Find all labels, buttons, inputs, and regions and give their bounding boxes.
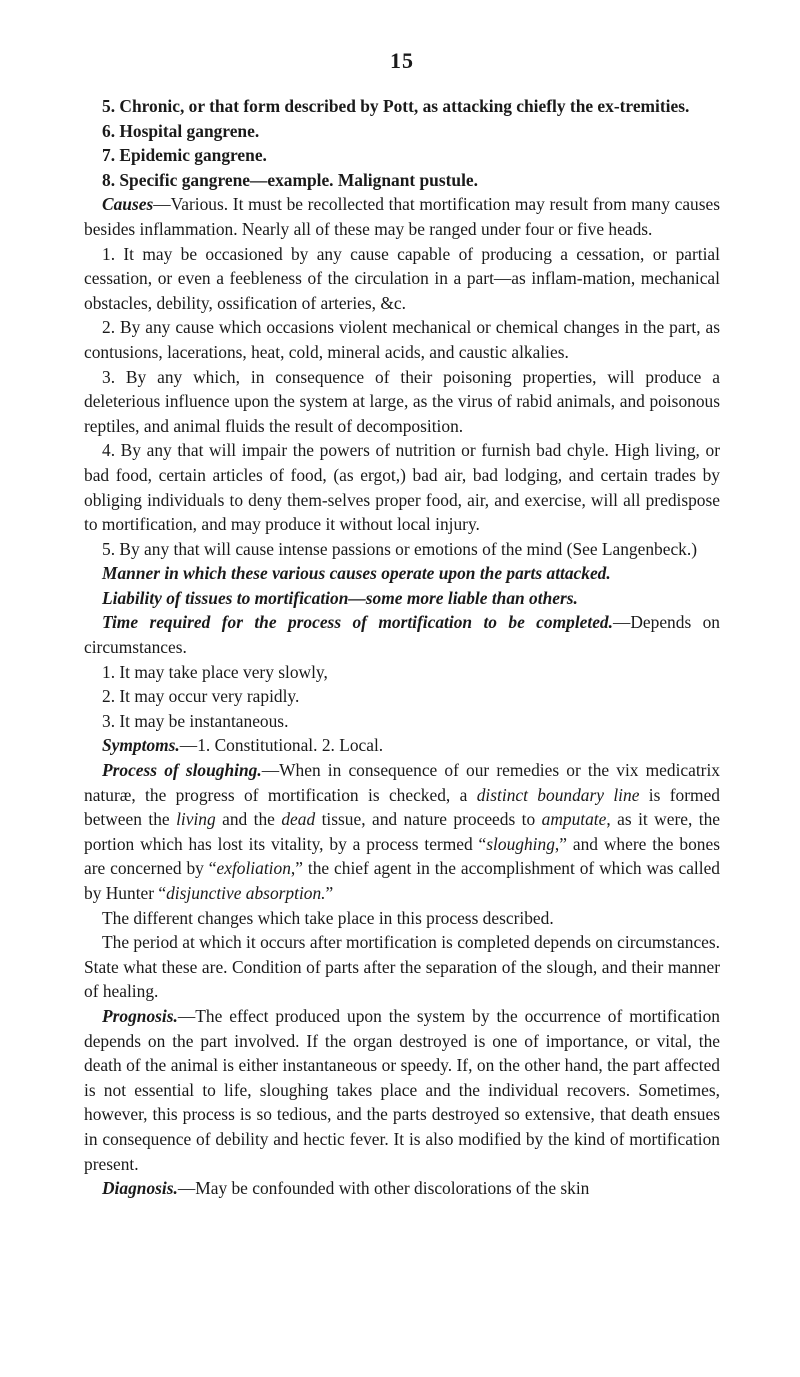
paragraph-text: ,” and where the bones are concerned by “ <box>84 833 720 879</box>
paragraph-text: ,” the chief agent in the accomplishment of which was called by Hunter “ <box>84 858 720 903</box>
paragraph <box>84 143 720 168</box>
run-in-heading: Causes <box>102 194 154 215</box>
paragraph <box>84 586 720 611</box>
paragraph <box>84 119 720 144</box>
run-in-heading: Diagnosis. <box>102 1178 178 1199</box>
paragraph-text: and the <box>215 809 282 830</box>
paragraph-text: The different changes which take place in this process described. <box>102 907 554 928</box>
run-in-heading: Symptoms. <box>102 735 180 756</box>
paragraph <box>84 758 720 906</box>
paragraph-text: ” <box>325 883 334 903</box>
paragraph <box>84 561 720 586</box>
paragraph <box>84 168 720 193</box>
paragraph <box>84 192 720 241</box>
paragraph-text: 8. Specific gangrene—example. Malignant pustule. <box>102 169 478 190</box>
paragraph-text: —The effect produced upon the system by the occurrence of mortification depends on the part involved. If the organ destroyed is one of importance, or vital, the death of the animal is either instantaneous or speedy. If, on the other hand, the part affected is not essential to life, sloughing takes place and the individual recovers. Sometimes, however, this process is so tedious, and the parts destroyed so extensive, that death ensues in consequence of debility and hectic fever. It is also modified by the kind of mortification present. <box>84 1005 720 1174</box>
paragraph-text: The period at which it occurs after mortification is completed depends on circumstances. State what these are. Condition of parts after the separation of the slough, and their manner of healing. <box>84 932 720 1002</box>
page-number: 15 <box>390 48 414 73</box>
paragraph <box>84 1176 720 1201</box>
paragraph <box>84 1004 720 1176</box>
run-in-heading: Time required for the process of mortification to be completed. <box>102 612 613 633</box>
paragraph-text: 4. By any that will impair the powers of nutrition or furnish bad chyle. High living, or bad food, certain articles of food, (as ergot,) bad air, bad lodging, and certain trades by obliging individuals to deny them-selves proper food, air, and exercise, will all predispose to mortification, and may produce it without local injury. <box>84 440 720 535</box>
paragraph-text: —1. Constitutional. 2. Local. <box>179 735 384 756</box>
paragraph <box>84 438 720 536</box>
paragraph-text: is formed between the <box>84 784 720 830</box>
paragraph <box>84 610 720 659</box>
paragraph <box>84 242 720 316</box>
paragraph-text: 3. It may be instantaneous. <box>102 710 289 731</box>
paragraph-text: —Various. It must be recollected that mortification may result from many causes besides inflammation. Nearly all of these may be ranged under four or five heads. <box>84 194 720 239</box>
paragraph-text: 5. Chronic, or that form described by Pott, as attacking chiefly the ex-tremities. <box>102 96 690 116</box>
paragraph-text: 3. By any which, in consequence of their poisoning properties, will produce a deleterious influence upon the system at large, as the virus of rabid animals, and poisonous reptiles, and animal fluids the result of decomposition. <box>84 366 720 436</box>
run-in-heading: Prognosis. <box>102 1005 178 1026</box>
paragraph <box>84 537 720 562</box>
paragraph-text: 7. Epidemic gangrene. <box>102 145 267 166</box>
paragraph <box>84 733 720 758</box>
paragraph-text: , as it were, the portion which has lost its vitality, by a process termed “ <box>84 809 720 854</box>
paragraph-text: tissue, and nature proceeds to <box>315 809 542 830</box>
paragraph-text: 2. By any cause which occasions violent mechanical or chemical changes in the part, as contusions, lacerations, heat, cold, mineral acids, and caustic alkalies. <box>84 317 720 362</box>
paragraph-text: —Depends on circumstances. <box>84 612 720 658</box>
paragraph <box>84 660 720 685</box>
paragraph <box>84 684 720 709</box>
paragraph <box>84 94 720 119</box>
section-heading: Manner in which these various causes operate upon the parts attacked. <box>102 563 611 584</box>
paragraph-text: 6. Hospital gangrene. <box>102 120 260 141</box>
emphasized-term: disjunctive absorption. <box>166 883 326 903</box>
emphasized-term: distinct boundary line <box>476 784 640 805</box>
paragraph-text: 1. It may be occasioned by any cause capable of producing a cessation, or partial cessation, or even a feebleness of the circulation in a part—as inflam-mation, mechanical obstacles, debility, ossification of arteries, &c. <box>84 243 720 313</box>
paragraph <box>84 906 720 931</box>
run-in-heading: Process of sloughing. <box>102 760 262 781</box>
paragraph-text: —May be confounded with other discolorations of the skin <box>177 1178 590 1199</box>
emphasized-term: sloughing <box>486 833 555 854</box>
emphasized-term: amputate <box>541 809 607 830</box>
section-heading: Liability of tissues to mortification—some more liable than others. <box>102 587 578 608</box>
paragraph <box>84 315 720 364</box>
paragraph <box>84 930 720 1004</box>
paragraph <box>84 365 720 439</box>
paragraph <box>84 709 720 734</box>
emphasized-term: exfoliation <box>216 858 291 879</box>
emphasized-term: dead <box>281 809 316 830</box>
emphasized-term: living <box>176 809 216 830</box>
body-text <box>84 94 720 1201</box>
paragraph-text: 1. It may take place very slowly, <box>102 661 328 682</box>
paragraph-text: —When in consequence of our remedies or the vix medicatrix naturæ, the progress of mortification is checked, a <box>84 760 721 805</box>
paragraph-text: 2. It may occur very rapidly. <box>102 686 300 707</box>
paragraph-text: 5. By any that will cause intense passions or emotions of the mind (See Langenbeck.) <box>102 538 698 559</box>
